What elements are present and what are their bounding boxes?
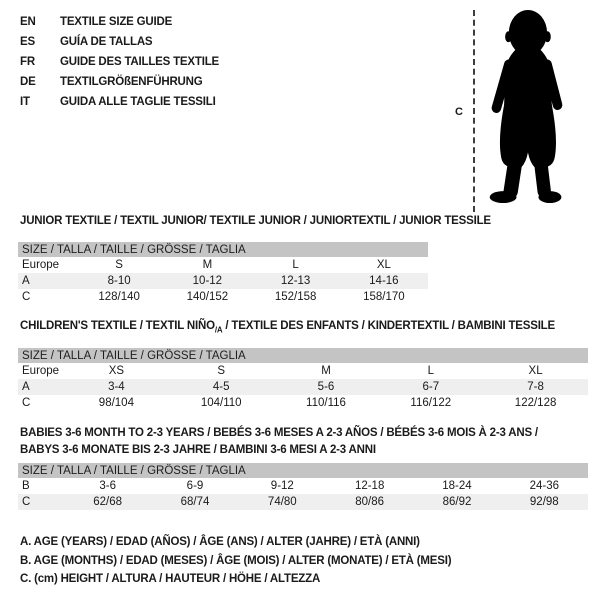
babies-size-table bbox=[18, 463, 588, 510]
table-cell: 110/116 bbox=[306, 397, 346, 409]
table-row bbox=[18, 494, 588, 510]
table-cell: 80/86 bbox=[355, 496, 385, 508]
legend-line-b: B. AGE (MONTHS) / EDAD (MESES) / ÂGE (MOIS) / ALTER (MONATE) / ETÀ (MESI) bbox=[20, 554, 452, 567]
table-cell: L bbox=[427, 365, 434, 377]
row-label: Europe bbox=[22, 365, 60, 377]
row-label: B bbox=[22, 480, 30, 492]
table-cell: 3-6 bbox=[99, 480, 116, 492]
table-cell: 8-10 bbox=[107, 275, 131, 287]
table-cell: 68/74 bbox=[180, 496, 210, 508]
table-cell: 14-16 bbox=[369, 275, 399, 287]
height-dashed-line bbox=[473, 10, 475, 212]
table-cell: 6-9 bbox=[186, 480, 204, 492]
table-cell: M bbox=[202, 259, 213, 271]
row-label: C bbox=[22, 397, 31, 409]
lang-code: FR bbox=[20, 56, 35, 68]
table-cell: 4-5 bbox=[212, 381, 230, 393]
babies-heading-line1: BABIES 3-6 MONTH TO 2-3 YEARS / BEBÉS 3-6 MESES A 2-3 AÑOS / BÉBÉS 3-6 MOIS À 2-3 ANS / bbox=[20, 427, 538, 439]
table-cell: 3-4 bbox=[108, 381, 125, 393]
junior-size-header-bar: SIZE / TALLA / TAILLE / GRÖSSE / TAGLIA bbox=[18, 242, 428, 257]
table-cell: 158/170 bbox=[363, 291, 405, 303]
table-cell: S bbox=[217, 365, 226, 377]
table-cell: 12-18 bbox=[354, 480, 385, 492]
table-cell: M bbox=[321, 365, 331, 377]
table-cell: 116/122 bbox=[410, 397, 452, 409]
lang-row-it bbox=[20, 92, 219, 112]
legend-line-c: C. (cm) HEIGHT / ALTURA / HAUTEUR / HÖHE / ALTEZZA bbox=[20, 573, 321, 586]
table-cell: 152/158 bbox=[274, 291, 317, 303]
lang-code: IT bbox=[20, 96, 30, 108]
children-heading-subscript: /A bbox=[214, 325, 223, 335]
table-cell: 86/92 bbox=[442, 496, 472, 508]
table-cell: 92/98 bbox=[529, 496, 559, 508]
table-cell: 7-8 bbox=[527, 381, 544, 393]
table-cell: L bbox=[292, 259, 299, 271]
table-row bbox=[18, 379, 588, 395]
table-cell: 9-12 bbox=[270, 480, 294, 492]
babies-heading-line2: BABYS 3-6 MONATE BIS 2-3 JAHRE / BAMBINI 3-6 MESI A 2-3 ANNI bbox=[20, 444, 376, 456]
children-heading-suffix: / TEXTILE DES ENFANTS / KINDERTEXTIL / BAMBINI TESSILE bbox=[222, 320, 555, 332]
children-size-header-bar: SIZE / TALLA / TAILLE / GRÖSSE / TAGLIA bbox=[18, 348, 588, 363]
table-cell: 62/68 bbox=[93, 496, 123, 508]
babies-section-heading bbox=[20, 425, 538, 459]
table-cell: 6-7 bbox=[422, 381, 440, 393]
height-c-label: C bbox=[455, 106, 463, 118]
table-row bbox=[18, 257, 428, 273]
row-label: A bbox=[22, 381, 30, 393]
table-cell: 10-12 bbox=[192, 275, 223, 287]
table-cell: 140/152 bbox=[186, 291, 229, 303]
lang-title: GUIDA ALLE TAGLIE TESSILI bbox=[60, 96, 216, 108]
legend-line-a: A. AGE (YEARS) / EDAD (AÑOS) / ÂGE (ANS) / ALTER (JAHRE) / ETÀ (ANNI) bbox=[20, 536, 420, 548]
table-row bbox=[18, 478, 588, 494]
lang-code: DE bbox=[20, 76, 36, 88]
children-heading-prefix: CHILDREN'S TEXTILE / TEXTIL NIÑO bbox=[20, 320, 215, 332]
table-row bbox=[18, 395, 588, 411]
junior-section-heading: JUNIOR TEXTILE / TEXTIL JUNIOR/ TEXTILE JUNIOR / JUNIORTEXTIL / JUNIOR TESSILE bbox=[20, 215, 491, 227]
table-row bbox=[18, 273, 428, 289]
row-label: Europe bbox=[22, 259, 60, 271]
table-cell: 128/140 bbox=[98, 291, 140, 303]
table-row bbox=[18, 289, 428, 305]
table-cell: S bbox=[115, 259, 123, 271]
table-cell: XL bbox=[528, 365, 543, 377]
toddler-silhouette-icon bbox=[484, 9, 570, 207]
lang-row-en bbox=[20, 12, 219, 32]
table-cell: 5-6 bbox=[317, 381, 335, 393]
row-label: A bbox=[22, 275, 30, 287]
lang-code: EN bbox=[20, 16, 36, 28]
table-cell: 24-36 bbox=[529, 480, 560, 492]
row-label: C bbox=[22, 496, 31, 508]
table-cell: XL bbox=[376, 259, 391, 271]
table-cell: XS bbox=[108, 365, 125, 377]
row-label: C bbox=[22, 291, 31, 303]
measurement-legend bbox=[20, 536, 451, 592]
lang-title: GUIDE DES TAILLES TEXTILE bbox=[60, 56, 219, 68]
table-row bbox=[18, 363, 588, 379]
lang-code: ES bbox=[20, 36, 35, 48]
language-title-list bbox=[20, 12, 219, 112]
lang-row-de bbox=[20, 72, 219, 92]
lang-title: GUÍA DE TALLAS bbox=[60, 36, 153, 48]
babies-size-header-bar: SIZE / TALLA / TAILLE / GRÖSSE / TAGLIA bbox=[18, 463, 588, 478]
table-cell: 12-13 bbox=[280, 275, 311, 287]
children-section-heading bbox=[20, 320, 555, 334]
lang-title: TEXTILE SIZE GUIDE bbox=[60, 16, 173, 28]
table-cell: 98/104 bbox=[98, 397, 134, 409]
lang-row-es bbox=[20, 32, 219, 52]
junior-size-table bbox=[18, 242, 428, 305]
table-cell: 74/80 bbox=[267, 496, 297, 508]
table-cell: 122/128 bbox=[514, 397, 557, 409]
lang-row-fr bbox=[20, 52, 219, 72]
lang-title: TEXTILGRÖßENFÜHRUNG bbox=[60, 76, 203, 88]
table-cell: 104/110 bbox=[200, 397, 242, 409]
children-size-table bbox=[18, 348, 588, 411]
table-cell: 18-24 bbox=[442, 480, 472, 492]
